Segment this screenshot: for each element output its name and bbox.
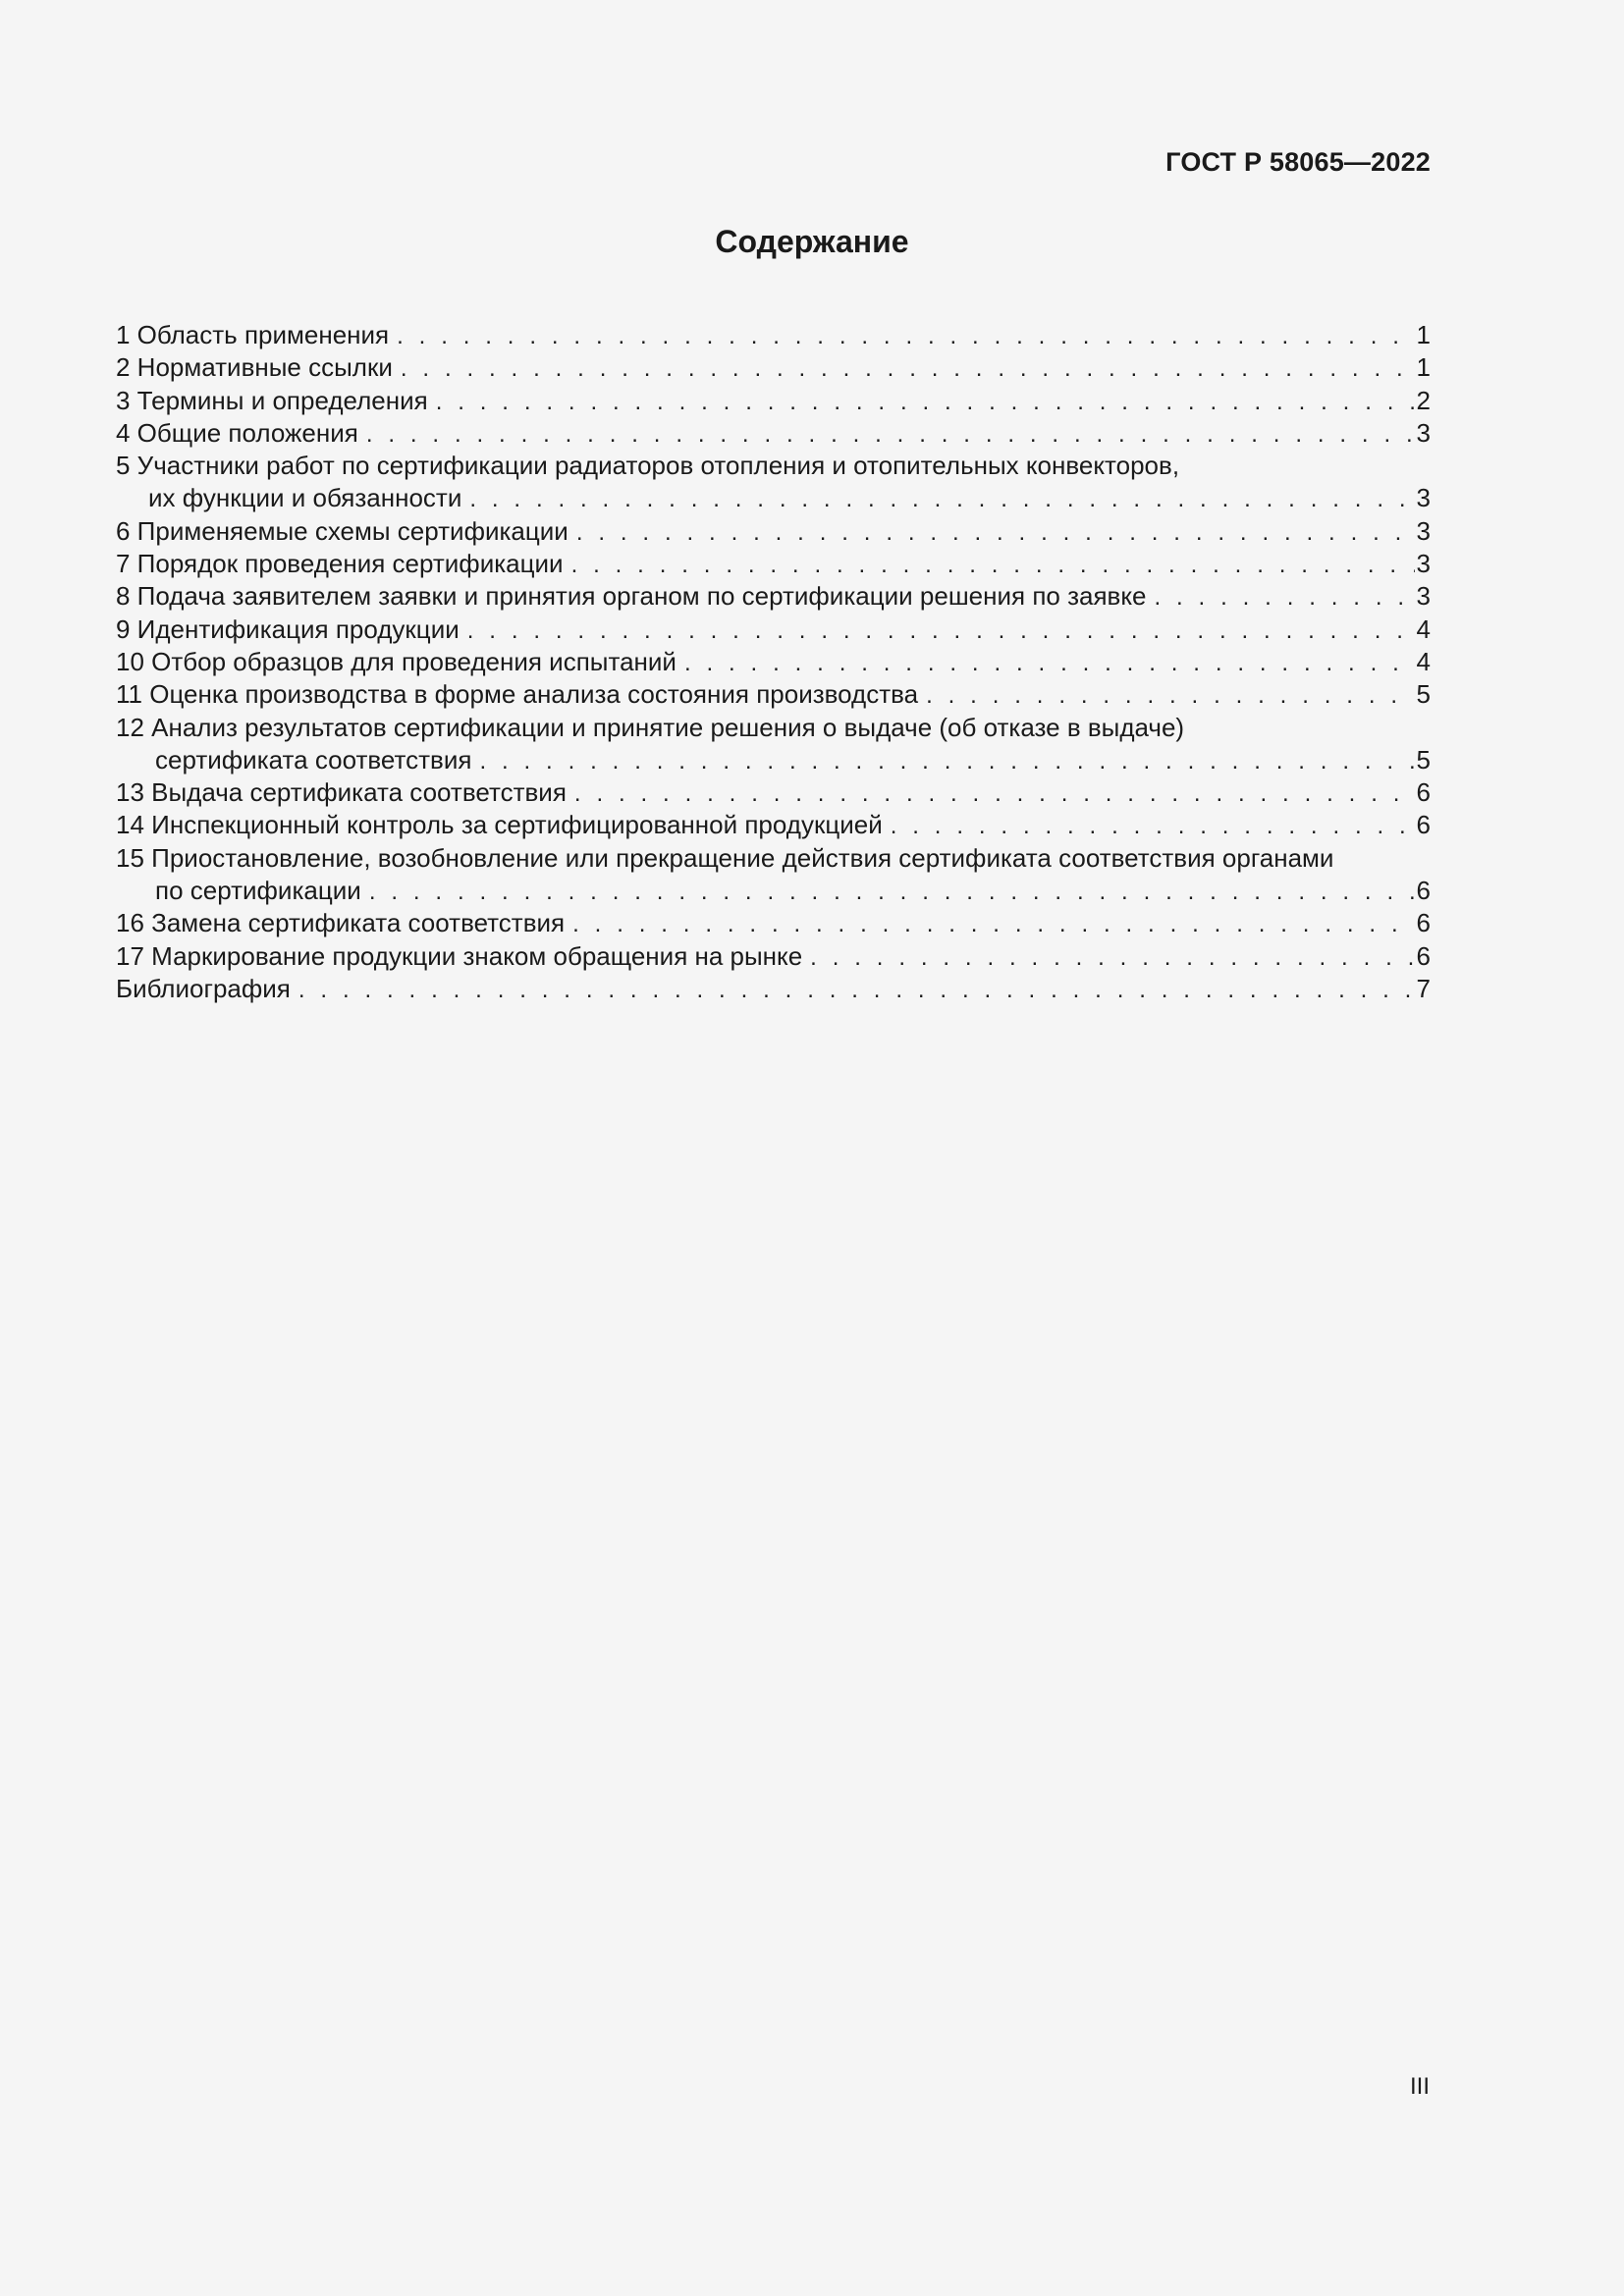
toc-leader-dots [397, 320, 1414, 351]
toc-entry-text: 7 Порядок проведения сертификации [116, 549, 564, 579]
toc-entry-text: 8 Подача заявителем заявки и принятия органом по сертификации решения по заявке [116, 581, 1147, 612]
toc-entry[interactable] [116, 809, 1431, 841]
toc-entry-page: 5 [1416, 679, 1431, 710]
toc-entry-continuation [116, 744, 1431, 776]
toc-entry-page: 6 [1416, 940, 1431, 971]
toc-entry-text: 4 Общие положения [116, 417, 358, 448]
toc-leader-dots [891, 810, 1415, 841]
toc-entry[interactable] [116, 940, 1431, 973]
toc-entry-page: 3 [1416, 515, 1431, 546]
toc-title: Содержание [715, 224, 909, 259]
toc-entry-text-line1: 12 Анализ результатов сертификации и принятие решения о выдаче (об отказе в выдаче) [116, 712, 1185, 742]
toc-entry-page: 1 [1416, 352, 1431, 383]
toc-entry-continuation [116, 875, 1431, 907]
toc-entry-text-line1: 5 Участники работ по сертификации радиаторов отопления и отопительных конвекторов, [116, 451, 1180, 481]
toc-entry-page: 3 [1416, 417, 1431, 448]
toc-entry-text: 9 Идентификация продукции [116, 614, 460, 644]
toc-entry[interactable] [116, 678, 1431, 711]
toc-entry[interactable] [116, 776, 1431, 809]
table-of-contents [116, 319, 1431, 1005]
toc-leader-dots [366, 418, 1415, 450]
toc-leader-dots [479, 745, 1414, 776]
toc-entry-text: 6 Применяемые схемы сертификации [116, 515, 568, 546]
toc-leader-dots [572, 908, 1414, 939]
toc-entry-text-line1: 15 Приостановление, возобновление или прекращение действия сертификата соответствия органами [116, 842, 1334, 873]
toc-leader-dots [469, 483, 1414, 514]
toc-entry-page: 3 [1416, 581, 1431, 612]
toc-entry-bibliography[interactable] [116, 973, 1431, 1005]
document-code: ГОСТ Р 58065—2022 [1165, 147, 1431, 177]
toc-entry[interactable] [116, 319, 1431, 351]
toc-entry-text: 11 Оценка производства в форме анализа состояния производства [116, 679, 919, 710]
toc-leader-dots [571, 549, 1415, 580]
toc-entry-page: 6 [1416, 908, 1431, 938]
toc-leader-dots [574, 777, 1415, 809]
page-number: III [1409, 2073, 1430, 2100]
toc-entry-page: 6 [1416, 777, 1431, 808]
toc-entry-multiline[interactable] [116, 842, 1431, 908]
toc-entry-page: 3 [1416, 549, 1431, 579]
toc-entry-page: 6 [1416, 876, 1431, 906]
toc-leader-dots [369, 876, 1415, 907]
toc-entry-text: по сертификации [155, 876, 361, 906]
toc-entry-page: 4 [1416, 614, 1431, 644]
toc-leader-dots [436, 386, 1415, 417]
toc-entry-text: Библиография [116, 973, 291, 1003]
toc-entry[interactable] [116, 614, 1431, 646]
toc-entry-text: их функции и обязанности [148, 483, 462, 513]
toc-entry-multiline[interactable] [116, 450, 1431, 515]
toc-entry-continuation [116, 482, 1431, 514]
toc-entry[interactable] [116, 515, 1431, 548]
toc-entry-text: 14 Инспекционный контроль за сертифицированной продукцией [116, 810, 883, 840]
toc-leader-dots [810, 941, 1414, 973]
toc-leader-dots [298, 974, 1415, 1005]
toc-entry-text: 2 Нормативные ссылки [116, 352, 393, 383]
toc-entry-text: 3 Термины и определения [116, 385, 428, 415]
toc-entry-text: 1 Область применения [116, 320, 390, 349]
toc-entry[interactable] [116, 351, 1431, 384]
toc-leader-dots [576, 516, 1415, 548]
toc-entry-page: 7 [1416, 973, 1431, 1003]
toc-entry[interactable] [116, 385, 1431, 417]
toc-entry[interactable] [116, 580, 1431, 613]
toc-entry[interactable] [116, 646, 1431, 678]
toc-leader-dots [684, 647, 1415, 678]
toc-entry[interactable] [116, 907, 1431, 939]
toc-leader-dots [467, 614, 1415, 646]
toc-entry-text: сертификата соответствия [155, 744, 472, 774]
toc-entry-text: 10 Отбор образцов для проведения испытаний [116, 646, 677, 676]
toc-entry-page: 4 [1416, 646, 1431, 676]
toc-entry-page: 2 [1416, 385, 1431, 415]
toc-leader-dots [401, 352, 1415, 384]
toc-entry[interactable] [116, 548, 1431, 580]
toc-entry-page: 5 [1416, 744, 1431, 774]
toc-entry-text: 16 Замена сертификата соответствия [116, 908, 566, 938]
toc-entry-text: 17 Маркирование продукции знаком обращения на рынке [116, 940, 803, 971]
toc-entry-page: 3 [1416, 483, 1431, 513]
toc-leader-dots [1154, 581, 1414, 613]
toc-entry[interactable] [116, 417, 1431, 450]
toc-leader-dots [926, 679, 1414, 711]
toc-entry-page: 6 [1416, 810, 1431, 840]
toc-entry-page: 1 [1416, 320, 1431, 349]
toc-entry-text: 13 Выдача сертификата соответствия [116, 777, 567, 808]
toc-entry-multiline[interactable] [116, 712, 1431, 777]
